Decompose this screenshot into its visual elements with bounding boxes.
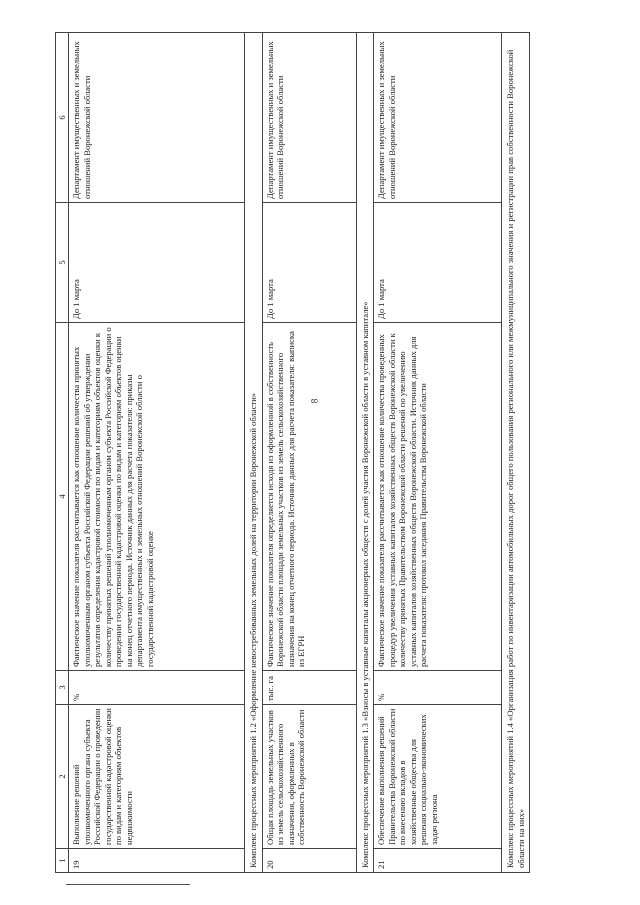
indicator-deadline: До 1 марта (374, 202, 502, 322)
indicator-method: Фактическое значение показателя рассчитывается как отношение количества проведенных процедур увеличения уставных капиталов хозяйственных обществ Воронежской области к количеству принятых Правительством Воронежской области решений по увеличению уставных капиталов хозяйственных обществ Воронежской области. Источник данных для расчета показателя: протокол заседания Правительства Воронежской области (374, 322, 502, 670)
section-header-row (356, 32, 373, 872)
indicator-name: Обеспечение выполнения решений Правительства Воронежской области по внесению вкладов в хозяйственные общества для решения социально-экономических задач региона (374, 704, 502, 848)
indicator-row (374, 32, 502, 872)
indicator-unit: тыс. га (262, 670, 356, 704)
indicator-responsible: Департамент имущественных и земельных отношений Воронежской области (262, 32, 356, 202)
indicators-table (55, 32, 530, 873)
indicator-deadline: До 1 марта (262, 202, 356, 322)
section-title: Комплекс процессных мероприятий 1.2 «Оформление невостребованных земельных долей на территории Воронежской области» (245, 32, 262, 872)
indicator-unit: % (374, 670, 502, 704)
section-title: Комплекс процессных мероприятий 1.3 «Взносы в уставные капиталы акционерных обществ с долей участия Воронежской области в уставном капитале» (356, 32, 373, 872)
indicator-responsible: Департамент имущественных и земельных отношений Воронежской области (69, 32, 245, 202)
indicator-method: Фактическое значение показателя рассчитывается как отношение количества принятых уполномоченным органом субъекта Российской Федерации решений об утверждении результатов определения кадастровой стоимости по видам и категориям объектов оценки к количеству принятых решений уполномоченным органом субъекта Российской Федерации о проведении государственной кадастровой оценки по видам и категориям объектов оценки на конец отчетного периода. Источник данных для расчета показателя: приказы департамента имущественных и земельных отношений Воронежской области о государственной кадастровой оценке (69, 322, 245, 670)
rotated-page-content (55, 33, 585, 873)
indicator-responsible: Департамент имущественных и земельных отношений Воронежской области (374, 32, 502, 202)
indicator-unit: % (69, 670, 245, 704)
section-header-row (502, 32, 530, 872)
column-number: 1 (56, 848, 69, 872)
indicator-method: Фактическое значение показателя определяется исходя из оформленной в собственность Воронежской области площади земельных участков из земель сельскохозяйственного назначения на конец отчетного периода. Источник данных для расчета показателя: выписка из ЕГРН (262, 322, 356, 670)
indicator-number: 21 (374, 848, 502, 872)
section-title: Комплекс процессных мероприятий 1.4 «Организация работ по инвентаризации автомобильных дорог общего пользования регионального или межмуниципального значения и регистрации прав собственности Воронежской области на них» (502, 32, 530, 872)
footnote-separator (66, 884, 190, 885)
indicators-table-body (56, 32, 530, 872)
indicator-deadline: До 1 марта (69, 202, 245, 322)
column-number: 3 (56, 670, 69, 704)
column-number: 6 (56, 32, 69, 202)
indicator-name: Выполнение решений уполномоченного органа субъекта Российской Федерации о проведении государственной кадастровой оценки по видам и категориям объектов недвижимости (69, 704, 245, 848)
indicator-number: 20 (262, 848, 356, 872)
indicator-row (69, 32, 245, 872)
indicator-name: Общая площадь земельных участков из земель сельскохозяйственного назначения, оформленных в собственность Воронежской области (262, 704, 356, 848)
column-number: 5 (56, 202, 69, 322)
indicator-number: 19 (69, 848, 245, 872)
column-number-row (56, 32, 69, 872)
indicator-row (262, 32, 356, 872)
section-header-row (245, 32, 262, 872)
column-number: 2 (56, 704, 69, 848)
page-number: 8 (309, 398, 320, 404)
column-number: 4 (56, 322, 69, 670)
